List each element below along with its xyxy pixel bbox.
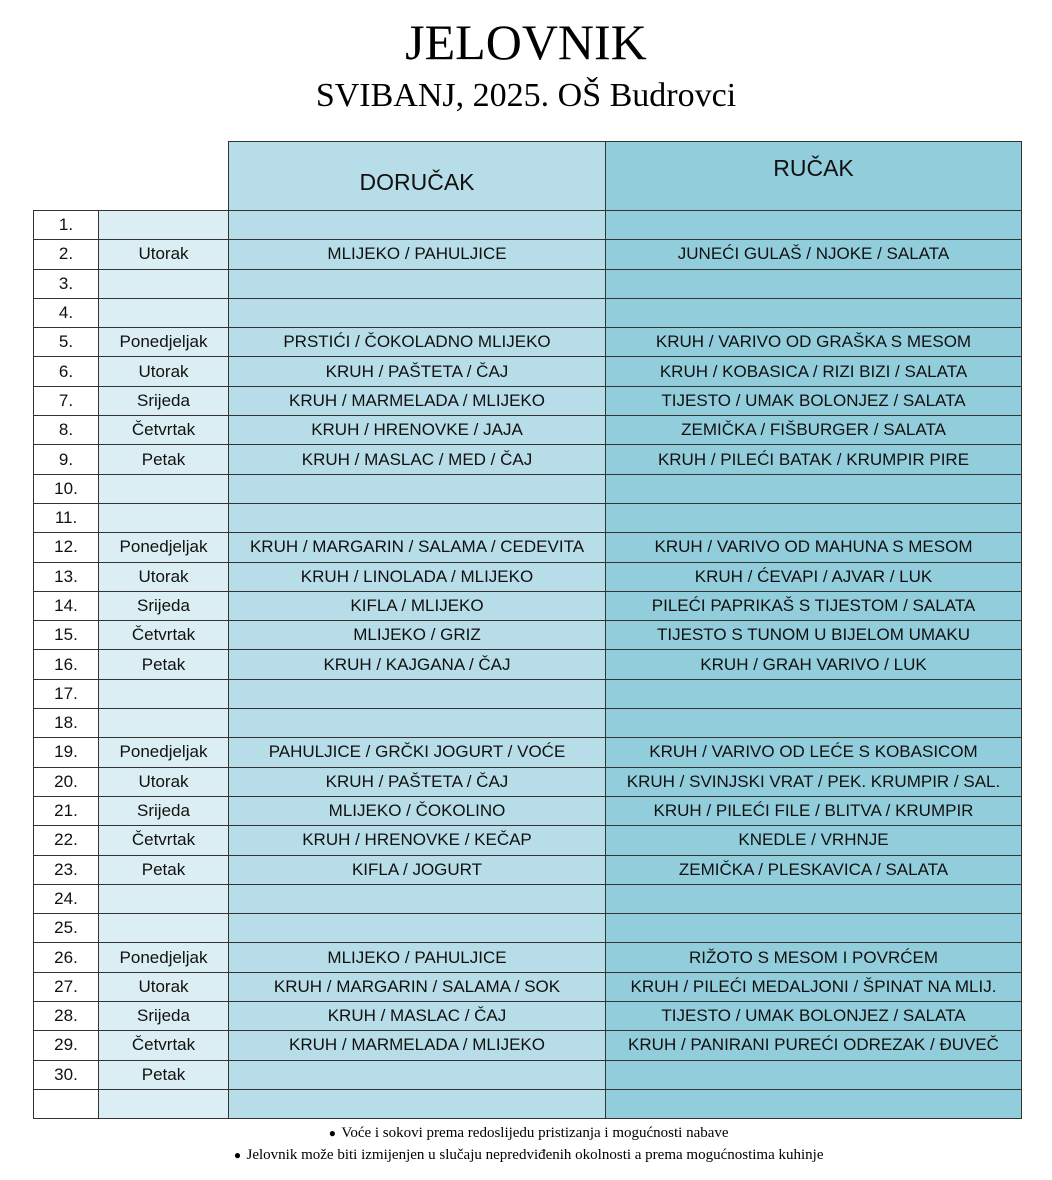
weekday-cell: Utorak: [99, 240, 229, 269]
day-number-cell: 13.: [34, 562, 99, 591]
menu-row: [34, 679, 1022, 708]
note-text: Jelovnik može biti izmijenjen u slučaju nepredviđenih okolnosti a prema mogućnostima kuhinje: [246, 1147, 824, 1163]
menu-body: [34, 211, 1022, 1119]
weekday-cell: [99, 679, 229, 708]
note-text: Voće i sokovi prema redoslijedu pristizanja i mogućnosti nabave: [341, 1125, 729, 1141]
menu-row: [34, 211, 1022, 240]
menu-row: [34, 269, 1022, 298]
menu-row: [34, 709, 1022, 738]
lunch-cell: ZEMIČKA / PLESKAVICA / SALATA: [606, 855, 1022, 884]
menu-row: [34, 474, 1022, 503]
weekday-cell: Ponedjeljak: [99, 738, 229, 767]
day-number-cell: 25.: [34, 914, 99, 943]
breakfast-cell: KRUH / PAŠTETA / ČAJ: [229, 767, 606, 796]
breakfast-cell: KRUH / LINOLADA / MLIJEKO: [229, 562, 606, 591]
breakfast-cell: KRUH / MARGARIN / SALAMA / SOK: [229, 972, 606, 1001]
lunch-cell: [606, 211, 1022, 240]
day-number-cell: 7.: [34, 386, 99, 415]
day-number-cell: [34, 1089, 99, 1118]
day-number-cell: 30.: [34, 1060, 99, 1089]
day-number-cell: 14.: [34, 591, 99, 620]
menu-row: [34, 884, 1022, 913]
weekday-cell: Četvrtak: [99, 416, 229, 445]
day-number-cell: 27.: [34, 972, 99, 1001]
menu-row: [34, 1031, 1022, 1060]
lunch-cell: [606, 298, 1022, 327]
day-number-cell: 1.: [34, 211, 99, 240]
breakfast-cell: PAHULJICE / GRČKI JOGURT / VOĆE: [229, 738, 606, 767]
day-number-cell: 6.: [34, 357, 99, 386]
weekday-cell: Ponedjeljak: [99, 943, 229, 972]
lunch-cell: TIJESTO S TUNOM U BIJELOM UMAKU: [606, 621, 1022, 650]
menu-row: [34, 416, 1022, 445]
lunch-cell: JUNEĆI GULAŠ / NJOKE / SALATA: [606, 240, 1022, 269]
breakfast-cell: KIFLA / MLIJEKO: [229, 591, 606, 620]
lunch-cell: [606, 503, 1022, 532]
lunch-cell: TIJESTO / UMAK BOLONJEZ / SALATA: [606, 1002, 1022, 1031]
day-number-cell: 10.: [34, 474, 99, 503]
lunch-cell: [606, 269, 1022, 298]
lunch-cell: ZEMIČKA / FIŠBURGER / SALATA: [606, 416, 1022, 445]
weekday-cell: Petak: [99, 650, 229, 679]
breakfast-cell: [229, 474, 606, 503]
lunch-cell: KRUH / PANIRANI PUREĆI ODREZAK / ĐUVEČ: [606, 1031, 1022, 1060]
lunch-cell: KRUH / VARIVO OD MAHUNA S MESOM: [606, 533, 1022, 562]
day-number-cell: 11.: [34, 503, 99, 532]
weekday-cell: Petak: [99, 445, 229, 474]
weekday-cell: Srijeda: [99, 591, 229, 620]
menu-header-row: [34, 142, 1022, 211]
weekday-cell: Četvrtak: [99, 1031, 229, 1060]
day-number-cell: 29.: [34, 1031, 99, 1060]
breakfast-cell: [229, 211, 606, 240]
lunch-cell: KRUH / VARIVO OD GRAŠKA S MESOM: [606, 328, 1022, 357]
day-number-cell: 4.: [34, 298, 99, 327]
menu-row: [34, 591, 1022, 620]
day-number-cell: 20.: [34, 767, 99, 796]
menu-row: [34, 621, 1022, 650]
menu-row: [34, 503, 1022, 532]
bullet-icon: ●: [328, 1126, 337, 1140]
weekday-cell: Utorak: [99, 972, 229, 1001]
lunch-cell: [606, 679, 1022, 708]
breakfast-cell: MLIJEKO / PAHULJICE: [229, 240, 606, 269]
day-number-cell: 21.: [34, 796, 99, 825]
weekday-cell: [99, 298, 229, 327]
day-number-cell: 8.: [34, 416, 99, 445]
weekday-cell: Utorak: [99, 562, 229, 591]
menu-row: [34, 562, 1022, 591]
menu-row: [34, 826, 1022, 855]
weekday-cell: [99, 474, 229, 503]
lunch-cell: KNEDLE / VRHNJE: [606, 826, 1022, 855]
weekday-cell: [99, 709, 229, 738]
lunch-cell: [606, 709, 1022, 738]
day-number-cell: 3.: [34, 269, 99, 298]
lunch-cell: KRUH / PILEĆI FILE / BLITVA / KRUMPIR: [606, 796, 1022, 825]
lunch-cell: [606, 914, 1022, 943]
note-item: [0, 1122, 1052, 1144]
breakfast-cell: KRUH / HRENOVKE / KEČAP: [229, 826, 606, 855]
breakfast-cell: KRUH / MARMELADA / MLIJEKO: [229, 1031, 606, 1060]
menu-row: [34, 738, 1022, 767]
day-number-cell: 5.: [34, 328, 99, 357]
weekday-cell: [99, 1089, 229, 1118]
weekday-cell: Ponedjeljak: [99, 533, 229, 562]
lunch-cell: [606, 1089, 1022, 1118]
breakfast-cell: KRUH / MASLAC / ČAJ: [229, 1002, 606, 1031]
menu-row: [34, 298, 1022, 327]
menu-row: [34, 650, 1022, 679]
breakfast-cell: KRUH / MARMELADA / MLIJEKO: [229, 386, 606, 415]
weekday-cell: [99, 211, 229, 240]
weekday-cell: Utorak: [99, 767, 229, 796]
breakfast-cell: [229, 884, 606, 913]
menu-row: [34, 914, 1022, 943]
menu-row: [34, 855, 1022, 884]
breakfast-cell: KRUH / KAJGANA / ČAJ: [229, 650, 606, 679]
weekday-cell: Srijeda: [99, 1002, 229, 1031]
weekday-cell: Petak: [99, 1060, 229, 1089]
weekday-cell: Utorak: [99, 357, 229, 386]
breakfast-cell: PRSTIĆI / ČOKOLADNO MLIJEKO: [229, 328, 606, 357]
weekday-cell: [99, 884, 229, 913]
menu-row: [34, 357, 1022, 386]
breakfast-cell: MLIJEKO / PAHULJICE: [229, 943, 606, 972]
weekday-cell: Ponedjeljak: [99, 328, 229, 357]
lunch-cell: KRUH / KOBASICA / RIZI BIZI / SALATA: [606, 357, 1022, 386]
menu-row: [34, 533, 1022, 562]
weekday-cell: Četvrtak: [99, 826, 229, 855]
breakfast-cell: [229, 1089, 606, 1118]
menu-row: [34, 767, 1022, 796]
day-number-cell: 18.: [34, 709, 99, 738]
lunch-cell: [606, 474, 1022, 503]
weekday-cell: [99, 914, 229, 943]
menu-row: [34, 796, 1022, 825]
breakfast-cell: KRUH / MASLAC / MED / ČAJ: [229, 445, 606, 474]
day-number-cell: 19.: [34, 738, 99, 767]
note-item: [0, 1144, 1052, 1166]
breakfast-cell: [229, 298, 606, 327]
lunch-cell: KRUH / ĆEVAPI / AJVAR / LUK: [606, 562, 1022, 591]
weekday-cell: [99, 503, 229, 532]
menu-row: [34, 943, 1022, 972]
weekday-cell: [99, 269, 229, 298]
breakfast-cell: [229, 679, 606, 708]
lunch-column-header: RUČAK: [606, 142, 1022, 211]
day-number-cell: 23.: [34, 855, 99, 884]
day-number-cell: 26.: [34, 943, 99, 972]
page-subtitle: SVIBANJ, 2025. OŠ Budrovci: [315, 77, 737, 114]
day-number-cell: 28.: [34, 1002, 99, 1031]
breakfast-cell: MLIJEKO / ČOKOLINO: [229, 796, 606, 825]
day-number-cell: 16.: [34, 650, 99, 679]
breakfast-cell: [229, 503, 606, 532]
day-number-cell: 17.: [34, 679, 99, 708]
menu-row: [34, 386, 1022, 415]
day-number-cell: 2.: [34, 240, 99, 269]
lunch-cell: RIŽOTO S MESOM I POVRĆEM: [606, 943, 1022, 972]
day-number-cell: 9.: [34, 445, 99, 474]
day-number-cell: 22.: [34, 826, 99, 855]
day-number-cell: 12.: [34, 533, 99, 562]
breakfast-cell: KRUH / HRENOVKE / JAJA: [229, 416, 606, 445]
header-blank-day: [99, 142, 229, 211]
lunch-cell: KRUH / PILEĆI BATAK / KRUMPIR PIRE: [606, 445, 1022, 474]
weekday-cell: Petak: [99, 855, 229, 884]
lunch-cell: [606, 1060, 1022, 1089]
lunch-cell: PILEĆI PAPRIKAŠ S TIJESTOM / SALATA: [606, 591, 1022, 620]
lunch-cell: KRUH / SVINJSKI VRAT / PEK. KRUMPIR / SAL.: [606, 767, 1022, 796]
menu-row: [34, 1002, 1022, 1031]
breakfast-cell: MLIJEKO / GRIZ: [229, 621, 606, 650]
breakfast-cell: KIFLA / JOGURT: [229, 855, 606, 884]
breakfast-cell: [229, 269, 606, 298]
breakfast-cell: [229, 709, 606, 738]
menu-row: [34, 445, 1022, 474]
day-number-cell: 24.: [34, 884, 99, 913]
lunch-cell: KRUH / GRAH VARIVO / LUK: [606, 650, 1022, 679]
menu-row: [34, 1060, 1022, 1089]
breakfast-cell: [229, 914, 606, 943]
lunch-cell: KRUH / VARIVO OD LEĆE S KOBASICOM: [606, 738, 1022, 767]
lunch-cell: KRUH / PILEĆI MEDALJONI / ŠPINAT NA MLIJ.: [606, 972, 1022, 1001]
day-number-cell: 15.: [34, 621, 99, 650]
menu-row: [34, 972, 1022, 1001]
breakfast-cell: KRUH / PAŠTETA / ČAJ: [229, 357, 606, 386]
breakfast-column-header: DORUČAK: [229, 142, 606, 211]
weekday-cell: Srijeda: [99, 386, 229, 415]
menu-table: [33, 141, 1022, 1119]
lunch-cell: TIJESTO / UMAK BOLONJEZ / SALATA: [606, 386, 1022, 415]
header-blank-num: [34, 142, 99, 211]
breakfast-cell: [229, 1060, 606, 1089]
lunch-cell: [606, 884, 1022, 913]
breakfast-cell: KRUH / MARGARIN / SALAMA / CEDEVITA: [229, 533, 606, 562]
page-title: JELOVNIK: [405, 14, 647, 70]
menu-row: [34, 240, 1022, 269]
menu-row: [34, 1089, 1022, 1118]
weekday-cell: Srijeda: [99, 796, 229, 825]
notes: [0, 1122, 1052, 1166]
menu-row: [34, 328, 1022, 357]
weekday-cell: Četvrtak: [99, 621, 229, 650]
bullet-icon: ●: [233, 1148, 242, 1162]
